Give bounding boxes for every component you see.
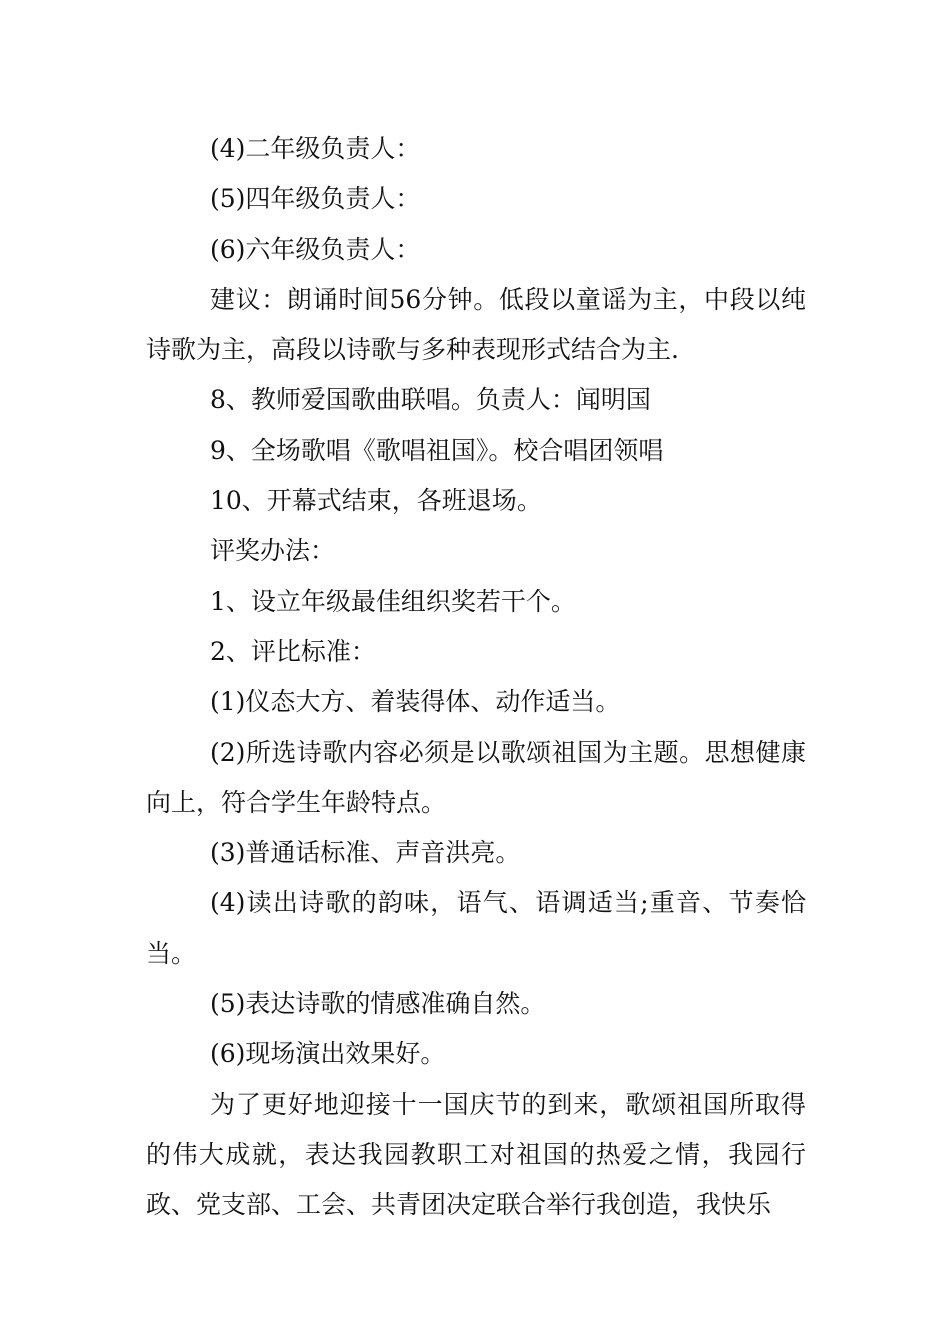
paragraph-suggestion: 建议：朗诵时间56分钟。低段以童谣为主，中段以纯诗歌为主，高段以诗歌与多种表现形式结合为主. (146, 284, 806, 365)
paragraph-award-2: 2、评比标准： (210, 636, 376, 666)
paragraph-item-10: 10、开幕式结束，各班退场。 (210, 486, 542, 516)
paragraph-item-8: 8、教师爱国歌曲联唱。负责人：闻明国 (210, 385, 651, 415)
paragraph-grade-4-leader: (5)四年级负责人： (210, 184, 421, 214)
paragraph-criterion-1: (1)仪态大方、着装得体、动作适当。 (210, 687, 621, 717)
paragraph-introduction: 为了更好地迎接十一国庆节的到来，歌颂祖国所取得的伟大成就，表达我园教职工对祖国的热爱之情，我园行政、党支部、工会、共青团决定联合举行我创造，我快乐 (146, 1089, 806, 1220)
paragraph-criterion-4: (4)读出诗歌的韵味，语气、语调适当;重音、节奏恰当。 (146, 888, 806, 968)
paragraph-criterion-3: (3)普通话标准、声音洪亮。 (210, 838, 521, 868)
paragraph-grade-6-leader: (6)六年级负责人： (210, 234, 421, 264)
paragraph-criterion-6: (6)现场演出效果好。 (210, 1039, 446, 1069)
paragraph-grade-2-leader: (4)二年级负责人： (210, 134, 421, 163)
paragraph-criterion-5: (5)表达诗歌的情感准确自然。 (210, 989, 546, 1019)
paragraph-item-9: 9、全场歌唱《歌唱祖国》。校合唱团领唱 (210, 435, 664, 465)
paragraph-award-1: 1、设立年级最佳组织奖若干个。 (210, 586, 576, 616)
paragraph-criterion-2: (2)所选诗歌内容必须是以歌颂祖国为主题。思想健康向上，符合学生年龄特点。 (146, 737, 806, 817)
paragraph-award-heading: 评奖办法： (210, 536, 336, 566)
document-body (146, 124, 806, 1231)
